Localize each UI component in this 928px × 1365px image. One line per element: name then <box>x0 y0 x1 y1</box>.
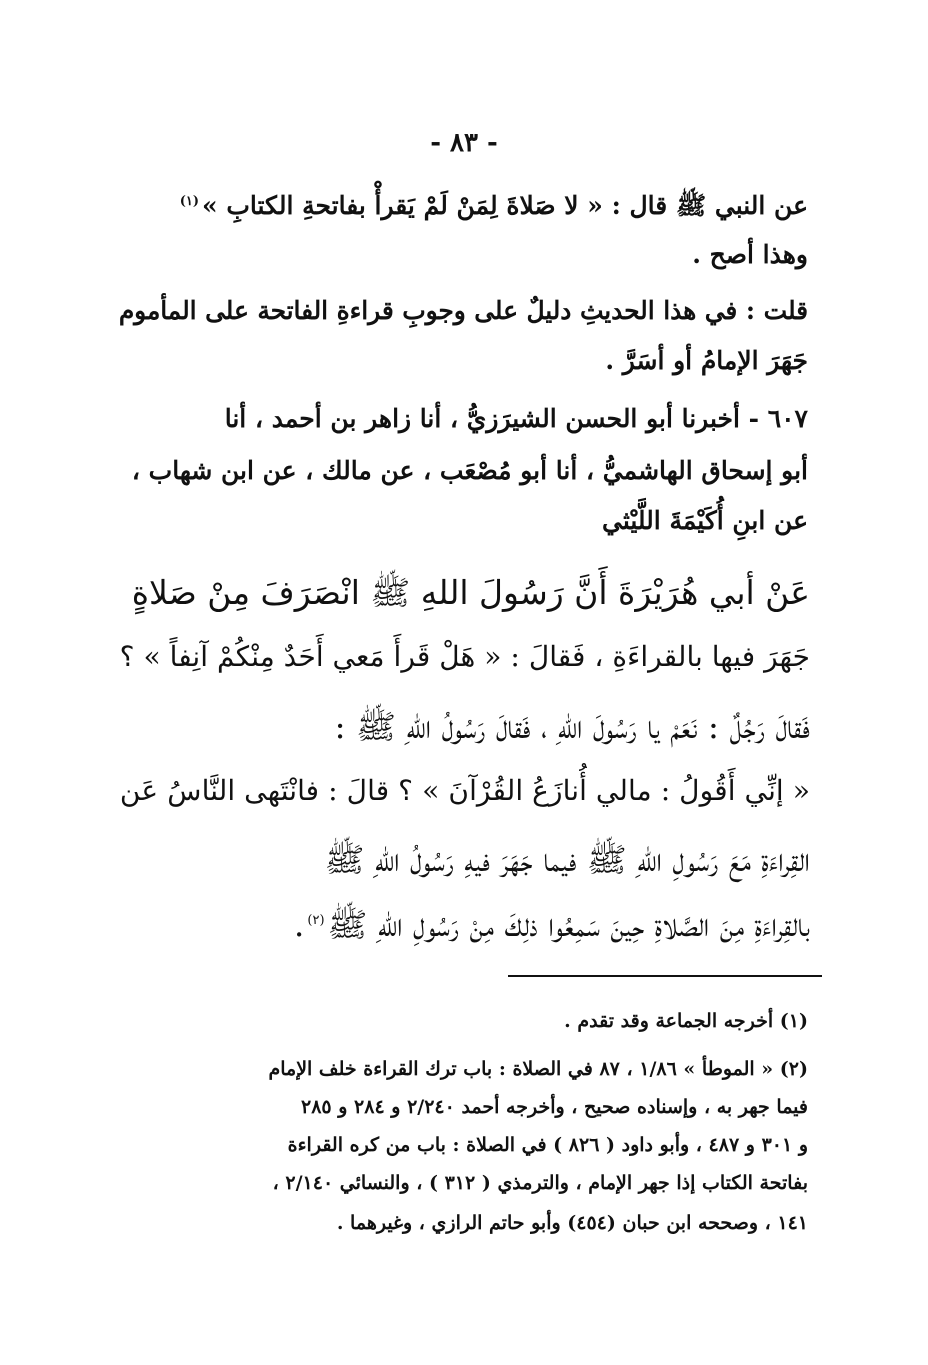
hadith-line-6-text: بالقِراءَةِ مِنَ الصَّلاةِ حِينَ سَمِعُوا ذلِكَ مِنْ رَسُولِ اللهِ ﷺ <box>327 905 810 944</box>
footnote-2-line-2: فيما جهر به ، وإسناده صحيح ، وأخرجه أحمد ٢/٢٤٠ و ٢٨٤ و ٢٨٥ <box>301 1096 808 1118</box>
page-number: - ٨٣ - <box>430 128 498 158</box>
paragraph-1-line-1-text: عن النبي ﷺ قال : « لا صَلاةَ لِمَنْ لَمْ يَقرأْ بفاتحةِ الكتابِ » <box>202 191 808 220</box>
footnote-separator <box>508 975 822 977</box>
paragraph-1-line-1 <box>177 190 808 227</box>
paragraph-3-line-2: أبو إسحاق الهاشميُّ ، أنا أبو مُصْعَب ، عن مالك ، عن ابن شهاب ، <box>131 456 808 485</box>
hadith-line-2: جَهَرَ فيها بالقراءَةِ ، فَقالَ : « هَلْ قَرأَ مَعي أَحَدٌ مِنْكُمْ آنِفاً » ؟ <box>119 640 810 673</box>
footnote-ref-2: (٢) <box>307 913 325 928</box>
hadith-line-6 <box>294 905 810 953</box>
paragraph-2-line-2: جَهَرَ الإمامُ أو أسَرَّ . <box>605 346 808 375</box>
footnote-2-line-5: ١٤١ ، وصححه ابن حبان (٤٥٤) وأبو حاتم الرازي ، وغيرهما . <box>336 1212 808 1234</box>
paragraph-3-line-1: ٦٠٧ - أخبرنا أبو الحسن الشيرَزيُّ ، أنا زاهر بن أحمد ، أنا <box>224 404 808 433</box>
paragraph-3-line-3: عن ابنِ أُكَيْمَةَ اللَّيْثي <box>601 506 808 535</box>
hadith-line-5: القِراءَةِ مَعَ رَسُولِ اللهِ ﷺ فيما جَهَرَ فيهِ رَسُولُ اللهِ ﷺ <box>324 840 810 879</box>
footnote-1: (١) أخرجه الجماعة وقد تقدم . <box>564 1010 808 1032</box>
paragraph-2-line-1: قلت : في هذا الحديثِ دليلٌ على وجوبِ قراءةِ الفاتحة على المأموم <box>118 296 808 325</box>
hadith-line-1: عَنْ أبي هُرَيْرَةَ أَنَّ رَسُولَ اللهِ ﷺ انْصَرَفَ مِنْ صَلاةٍ <box>131 573 810 612</box>
paragraph-1-line-2: وهذا أصح . <box>692 240 808 269</box>
hadith-line-4: « إنِّي أَقُولُ : مالي أُنازَعُ القُرْآنَ » ؟ قالَ : فانْتَهى النَّاسُ عَن <box>119 774 810 807</box>
footnote-2-line-4: بفاتحة الكتاب إذا جهر الإمام ، والترمذي ( ٣١٢ ) ، والنسائي ٢/١٤٠ ، <box>272 1172 808 1194</box>
hadith-line-6-end: . <box>293 905 305 944</box>
footnote-2-line-3: و ٣٠١ و ٤٨٧ ، وأبو داود ( ٨٢٦ ) في الصلاة : باب من كره القراءة <box>287 1134 808 1156</box>
hadith-line-3: فَقالَ رَجُلٌ : نَعَمْ يا رَسُولَ اللهِ ، فَقالَ رَسُولُ اللهِ ﷺ : <box>334 707 810 746</box>
footnote-2-line-1: (٢) « الموطأ » ١/٨٦ ، ٨٧ في الصلاة : باب ترك القراءة خلف الإمام <box>268 1058 808 1080</box>
footnote-ref-1: (١) <box>179 193 200 209</box>
